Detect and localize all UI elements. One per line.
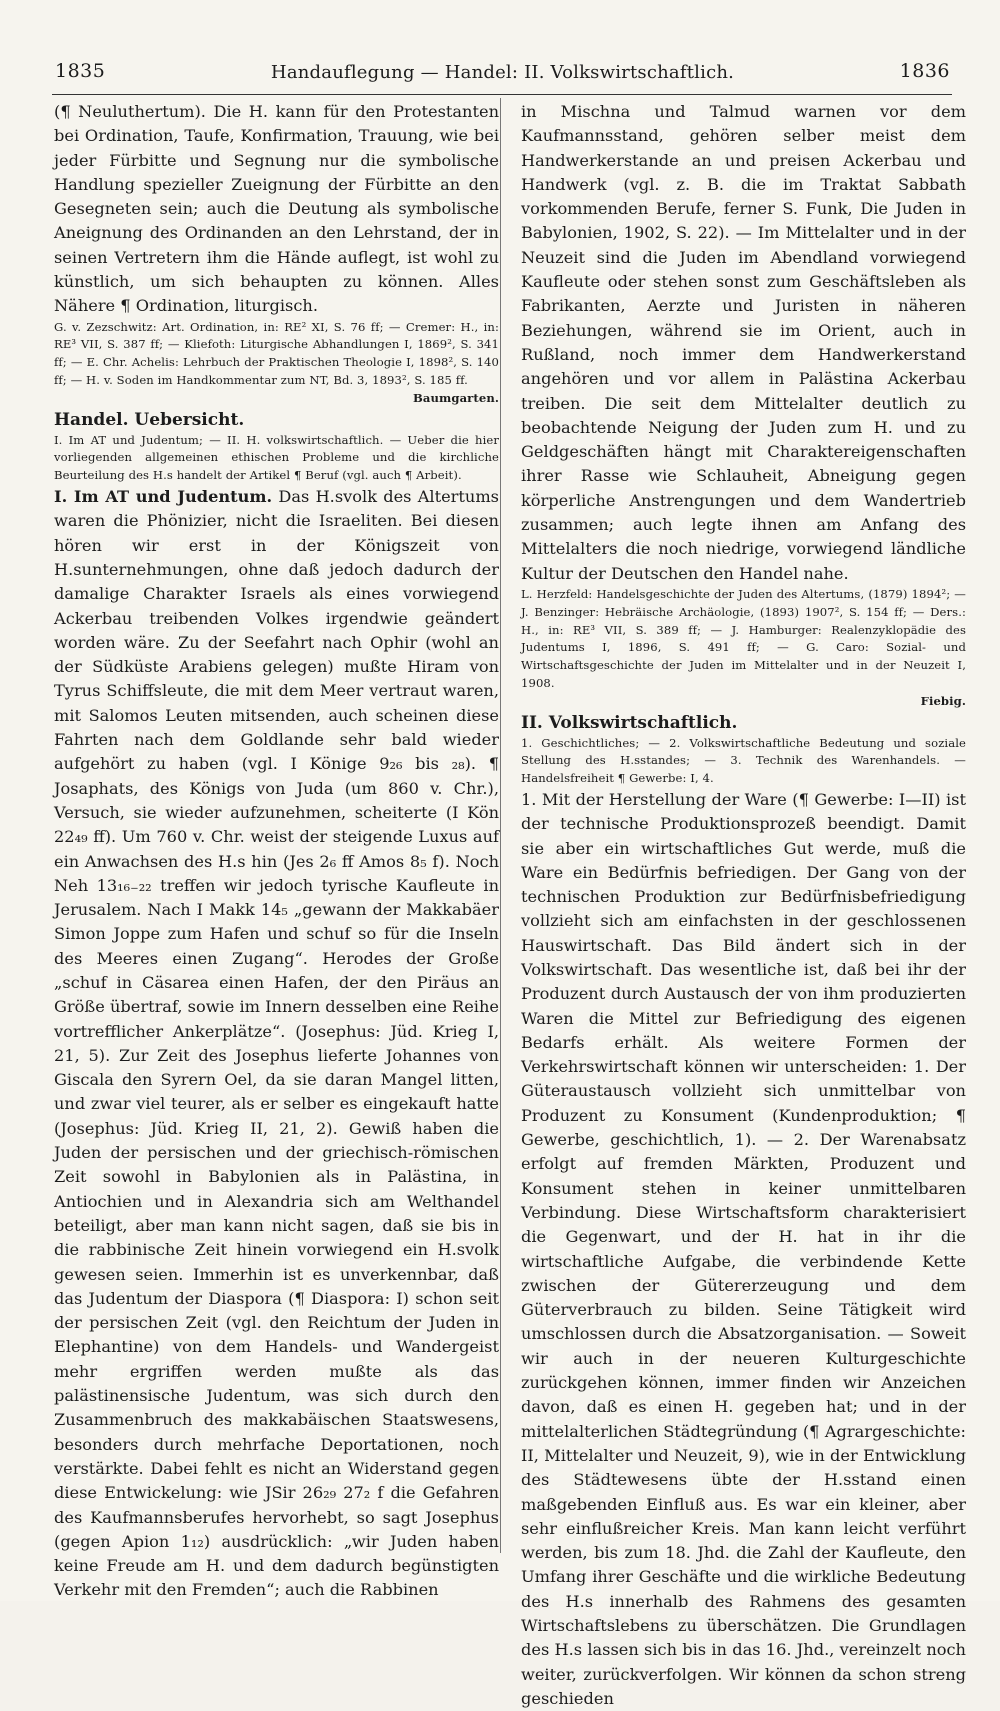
literature-text: L. Herzfeld: Handelsgeschichte der Juden des Altertums, (1879) 1894²; — J. Benzinger: Hebräische Archäologie, (1893) 1907², S. 154 ff; — Ders.: H., in: RE³ VII, S. 389 ff; — J. Hamburger: Realenzyklopädie des Judentums I, 1896, S. 491 ff; — G. Caro: Sozial- und Wirtschaftsgeschichte der Juden im Mittelalter und in der Neuzeit I, 1908.	[521, 586, 966, 690]
section-text: Das H.svolk des Altertums waren die Phönizier, nicht die Israeliten. Bei diesen hören wir erst in der Königszeit von H.sunternehmungen, ohne daß jedoch dadurch der damalige Charakter Israels als eines vorwiegend Ackerbau treibenden Volkes irgendwie geändert worden wäre. Zu der Seefahrt nach Ophir (wohl an der Südküste Arabiens gelegen) mußte Hiram von Tyrus Schiffsleute, die mit dem Meer vertraut waren, mit Salomos Leuten mitsenden, auch scheinen diese Fahrten nach dem Goldlande sehr bald wieder aufgehört zu haben (vgl. I Könige 9₂₆ bis ₂₈). ¶ Josaphats, des Königs von Juda (um 860 v. Chr.), Versuch, sie wieder aufzunehmen, scheiterte (I Kön 22₄₉ ff). Um 760 v. Chr. weist der steigende Luxus auf ein Anwachsen des H.s hin (Jes 2₆ ff Amos 8₅ f). Noch Neh 13₁₆₋₂₂ treffen wir jedoch tyrische Kaufleute in Jerusalem. Nach I Makk 14₅ „gewann der Makkabäer Simon Joppe zum Hafen und schuf so für die Inseln des Meeres einen Zugang“. Herodes der Große „schuf in Cäsarea einen Hafen, der den Piräus an Größe übertraf, sowie im Innern desselben eine Reihe vortrefflicher Ankerplätze“. (Josephus: Jüd. Krieg I, 21, 5). Zur Zeit des Josephus lieferte Johannes von Giscala den Syrern Oel, da sie daran Mangel litten, und zwar viel teurer, als er selber es eingekauft hatte (Josephus: Jüd. Krieg II, 21, 2). Gewiß haben die Juden der persischen und der griechisch-römischen Zeit sowohl in Babylonien als in Palästina, in Antiochien und in Alexandria sich am Welthandel beteiligt, aber man kann nicht sagen, daß sie bis in die rabbinische Zeit hinein vorwiegend ein H.svolk gewesen seien. Immerhin ist es unverkennbar, daß das Judentum der Diaspora (¶ Diaspora: I) schon seit der persischen Zeit (vgl. den Reichtum der Juden in Elephantine) von dem Handels- und Wandergeist mehr ergriffen werden mußte als das palästinensische Judentum, was sich durch den Zusammenbruch des makkabäischen Staatswesens, besonders durch mehrfache Deportationen, noch verstärkte. Dabei fehlt es nicht an Widerstand gegen diese Entwickelung: wie JSir 26₂₉ 27₂ f die Gefahren des Kaufmannsberufes hervorhebt, so sagt Josephus (gegen Apion 1₁₂) ausdrücklich: „wir Juden haben keine Freude am H. und dem dadurch begünstigten Verkehr mit den Fremden“; auch die Rabbinen	[54, 487, 499, 1600]
author-signature: Fiebig.	[920, 693, 966, 708]
left-column	[54, 100, 499, 1603]
body-paragraph: in Mischna und Talmud warnen vor dem Kaufmannsstand, gehören selber meist dem Handwerkerstande an und preisen Ackerbau und Handwerk (vgl. z. B. die im Traktat Sabbath vorkommenden Berufe, ferner S. Funk, Die Juden in Babylonien, 1902, S. 22). — Im Mittelalter und in der Neuzeit sind die Juden im Abendland vorwiegend Kaufleute oder stehen sonst zum Geschäftsleben als Fabrikanten, Aerzte und Juristen in näheren Beziehungen, während sie im Orient, auch in Rußland, noch immer dem Handwerkerstand angehören und vor allem in Palästina Ackerbau treiben. Die seit dem Mittelalter deutlich zu beobachtende Neigung der Juden zum H. und zu Geldgeschäften hängt mit Charaktereigenschaften ihrer Rasse wie Schlauheit, Abneigung gegen körperliche Anstrengungen und dem Wandertrieb zusammen; auch legte ihnen am Anfang des Mittelalters die noch niedrige, vorwiegend ländliche Kultur der Deutschen den Handel nahe.	[521, 102, 966, 583]
running-head: Handauflegung — Handel: II. Volkswirtschaftlich.	[270, 62, 735, 83]
overview-text: 1. Geschichtliches; — 2. Volkswirtschaftliche Bedeutung und soziale Stellung des H.sstandes; — 3. Technik des Warenhandels. — Handelsfreiheit ¶ Gewerbe: I, 4.	[521, 735, 966, 786]
section-heading: II. Volkswirtschaftlich.	[521, 712, 738, 733]
column-divider	[500, 98, 501, 1553]
page-number-right: 1836	[899, 60, 950, 82]
right-column	[521, 100, 966, 1711]
literature-list	[54, 319, 499, 408]
header-rule	[52, 94, 952, 95]
section-heading: I. Im AT und Judentum.	[54, 487, 273, 507]
overview-text: I. Im AT und Judentum; — II. H. volkswirtschaftlich. — Ueber die hier vorliegenden allgemeinen ethischen Probleme und die kirchliche Beurteilung des H.s handelt der Artikel ¶ Beruf (vgl. auch ¶ Arbeit).	[54, 432, 499, 483]
page-number-left: 1835	[55, 60, 106, 82]
article-title: Handel. Uebersicht.	[54, 409, 245, 430]
body-paragraph: 1. Mit der Herstellung der Ware (¶ Gewerbe: I—II) ist der technische Produktionsprozeß beendigt. Damit sie aber ein wirtschaftliches Gut werde, muß die Ware ein Bedürfnis befriedigen. Der Gang von der technischen Produktion zur Bedürfnisbefriedigung vollzieht sich am einfachsten in der geschlossenen Hauswirtschaft. Das Bild ändert sich in der Volkswirtschaft. Das wesentliche ist, daß bei ihr der Produzent durch Austausch der von ihm produzierten Waren die Mittel zur Befriedigung des eigenen Bedarfs erhält. Als weitere Formen der Verkehrswirtschaft können wir unterscheiden: 1. Der Güteraustausch vollzieht sich unmittelbar von Produzent zu Konsument (Kundenproduktion; ¶ Gewerbe, geschichtlich, 1). — 2. Der Warenabsatz erfolgt auf fremden Märkten, Produzent und Konsument stehen in keiner unmittelbaren Verbindung. Diese Wirtschaftsform charakterisiert die Gegenwart, und der H. hat in ihr die wirtschaftliche Aufgabe, die verbindende Kette zwischen der Gütererzeugung und dem Güterverbrauch zu bilden. Seine Tätigkeit wird umschlossen durch die Absatzorganisation. — Soweit wir auch in der neueren Kulturgeschichte zurückgehen können, immer finden wir Anzeichen davon, daß es einen H. gegeben hat; und in der mittelalterlichen Städtegründung (¶ Agrargeschichte: II, Mittelalter und Neuzeit, 9), wie in der Entwicklung des Städtewesens übte der H.sstand einen maßgebenden Einfluß aus. Es war ein kleiner, aber sehr einflußreicher Kreis. Man kann leicht verführt werden, bis zum 18. Jhd. die Zahl der Kaufleute, den Umfang ihrer Geschäfte und die wirkliche Bedeutung des H.s innerhalb des Rahmens des gesamten Wirtschaftslebens zu überschätzen. Die Grundlagen des H.s lassen sich bis in das 16. Jhd., vereinzelt noch weiter, zurückverfolgen. Wir können da schon streng geschieden	[521, 789, 966, 1708]
body-paragraph: (¶ Neuluthertum). Die H. kann für den Protestanten bei Ordination, Taufe, Konfirmation, Trauung, wie bei jeder Fürbitte und Segnung nur die symbolische Handlung spezieller Zueignung der Fürbitte an den Gesegneten sein; auch die Deutung als symbolische Aneignung des Ordinanden an den Lehrstand, der in seinen Vertretern ihm die Hände auflegt, ist wohl zu künstlich, um sich behaupten zu können. Alles Nähere ¶ Ordination, liturgisch.	[54, 102, 499, 316]
literature-text: G. v. Zezschwitz: Art. Ordination, in: RE² XI, S. 76 ff; — Cremer: H., in: RE³ VII, S. 387 ff; — Kliefoth: Liturgische Abhandlungen I, 1869², S. 341 ff; — E. Chr. Achelis: Lehrbuch der Praktischen Theologie I, 1898², S. 140 ff; — H. v. Soden im Handkommentar zum NT, Bd. 3, 1893², S. 185 ff.	[54, 319, 499, 388]
author-signature: Baumgarten.	[412, 390, 499, 405]
literature-list	[521, 586, 966, 711]
page-header	[55, 60, 950, 90]
body-paragraph	[54, 485, 499, 1603]
